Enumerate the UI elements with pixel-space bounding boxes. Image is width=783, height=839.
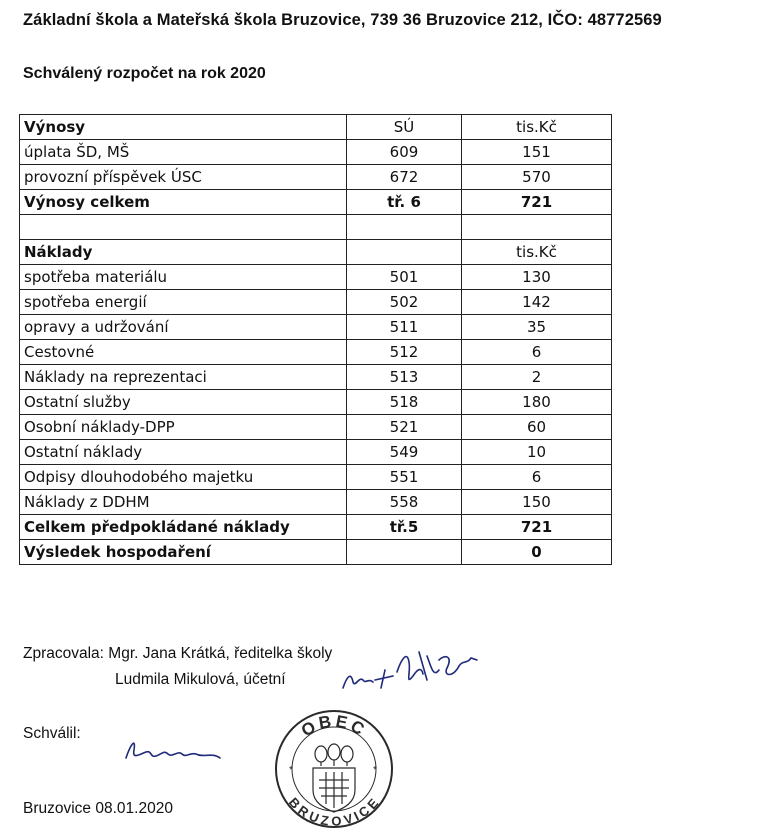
account-code-cell: SÚ bbox=[347, 115, 462, 140]
amount-cell: 0 bbox=[462, 540, 612, 565]
amount-cell: 180 bbox=[462, 390, 612, 415]
table-row bbox=[20, 465, 612, 490]
table-row bbox=[20, 540, 612, 565]
amount-cell: 2 bbox=[462, 365, 612, 390]
municipal-stamp bbox=[273, 708, 395, 830]
row-label-cell: úplata ŠD, MŠ bbox=[20, 140, 347, 165]
row-label-cell: Ostatní služby bbox=[20, 390, 347, 415]
row-label-cell: Výnosy celkem bbox=[20, 190, 347, 215]
approved-label: Schválil: bbox=[23, 725, 81, 742]
row-label-cell: Náklady z DDHM bbox=[20, 490, 347, 515]
row-label-cell: Výnosy bbox=[20, 115, 347, 140]
amount-cell: 150 bbox=[462, 490, 612, 515]
approver-signature bbox=[120, 728, 230, 768]
table-row bbox=[20, 340, 612, 365]
table-row bbox=[20, 490, 612, 515]
budget-table bbox=[19, 114, 612, 565]
account-code-cell: 513 bbox=[347, 365, 462, 390]
table-row bbox=[20, 440, 612, 465]
stamp-bottom-text: BRUZOVICE bbox=[285, 794, 383, 829]
row-label-cell: Celkem předpokládané náklady bbox=[20, 515, 347, 540]
row-label-cell: Ostatní náklady bbox=[20, 440, 347, 465]
account-code-cell: 518 bbox=[347, 390, 462, 415]
account-code-cell bbox=[347, 540, 462, 565]
account-code-cell: 511 bbox=[347, 315, 462, 340]
account-code-cell: 502 bbox=[347, 290, 462, 315]
account-code-cell: 551 bbox=[347, 465, 462, 490]
amount-cell: 6 bbox=[462, 340, 612, 365]
amount-cell: 130 bbox=[462, 265, 612, 290]
row-label-cell bbox=[20, 215, 347, 240]
row-label-cell: spotřeba materiálu bbox=[20, 265, 347, 290]
row-label-cell: provozní příspěvek ÚSC bbox=[20, 165, 347, 190]
table-row bbox=[20, 190, 612, 215]
row-label-cell: Náklady bbox=[20, 240, 347, 265]
account-code-cell bbox=[347, 215, 462, 240]
accountant-text: Ludmila Mikulová, účetní bbox=[115, 671, 286, 688]
amount-cell: 35 bbox=[462, 315, 612, 340]
svg-text:*: * bbox=[289, 765, 293, 776]
table-row bbox=[20, 115, 612, 140]
table-row bbox=[20, 390, 612, 415]
amount-cell: 6 bbox=[462, 465, 612, 490]
account-code-cell: tř.5 bbox=[347, 515, 462, 540]
amount-cell: 10 bbox=[462, 440, 612, 465]
table-row bbox=[20, 240, 612, 265]
table-row bbox=[20, 365, 612, 390]
account-code-cell: tř. 6 bbox=[347, 190, 462, 215]
row-label-cell: Výsledek hospodaření bbox=[20, 540, 347, 565]
amount-cell: tis.Kč bbox=[462, 240, 612, 265]
place-date: Bruzovice 08.01.2020 bbox=[23, 800, 173, 817]
account-code-cell: 501 bbox=[347, 265, 462, 290]
row-label-cell: Odpisy dlouhodobého majetku bbox=[20, 465, 347, 490]
table-row bbox=[20, 290, 612, 315]
row-label-cell: Osobní náklady-DPP bbox=[20, 415, 347, 440]
table-row bbox=[20, 140, 612, 165]
table-row bbox=[20, 415, 612, 440]
row-label-cell: opravy a udržování bbox=[20, 315, 347, 340]
row-label-cell: spotřeba energií bbox=[20, 290, 347, 315]
amount-cell: tis.Kč bbox=[462, 115, 612, 140]
table-row bbox=[20, 165, 612, 190]
amount-cell: 721 bbox=[462, 190, 612, 215]
school-header: Základní škola a Mateřská škola Bruzovice, 739 36 Bruzovice 212, IČO: 48772569 bbox=[23, 11, 662, 29]
svg-text:*: * bbox=[373, 765, 377, 776]
table-row bbox=[20, 515, 612, 540]
account-code-cell: 609 bbox=[347, 140, 462, 165]
signatures-handwritten bbox=[335, 636, 505, 696]
amount-cell: 570 bbox=[462, 165, 612, 190]
account-code-cell: 558 bbox=[347, 490, 462, 515]
amount-cell: 721 bbox=[462, 515, 612, 540]
row-label-cell: Cestovné bbox=[20, 340, 347, 365]
table-row bbox=[20, 215, 612, 240]
stamp-top-text: OBEC bbox=[297, 711, 371, 741]
amount-cell: 142 bbox=[462, 290, 612, 315]
row-label-cell: Náklady na reprezentaci bbox=[20, 365, 347, 390]
document-title: Schválený rozpočet na rok 2020 bbox=[23, 65, 266, 82]
amount-cell: 60 bbox=[462, 415, 612, 440]
table-row bbox=[20, 265, 612, 290]
account-code-cell: 672 bbox=[347, 165, 462, 190]
table-row bbox=[20, 315, 612, 340]
account-code-cell: 512 bbox=[347, 340, 462, 365]
prepared-by-text: Zpracovala: Mgr. Jana Krátká, ředitelka školy bbox=[23, 645, 333, 662]
account-code-cell: 549 bbox=[347, 440, 462, 465]
amount-cell: 151 bbox=[462, 140, 612, 165]
account-code-cell bbox=[347, 240, 462, 265]
account-code-cell: 521 bbox=[347, 415, 462, 440]
amount-cell bbox=[462, 215, 612, 240]
